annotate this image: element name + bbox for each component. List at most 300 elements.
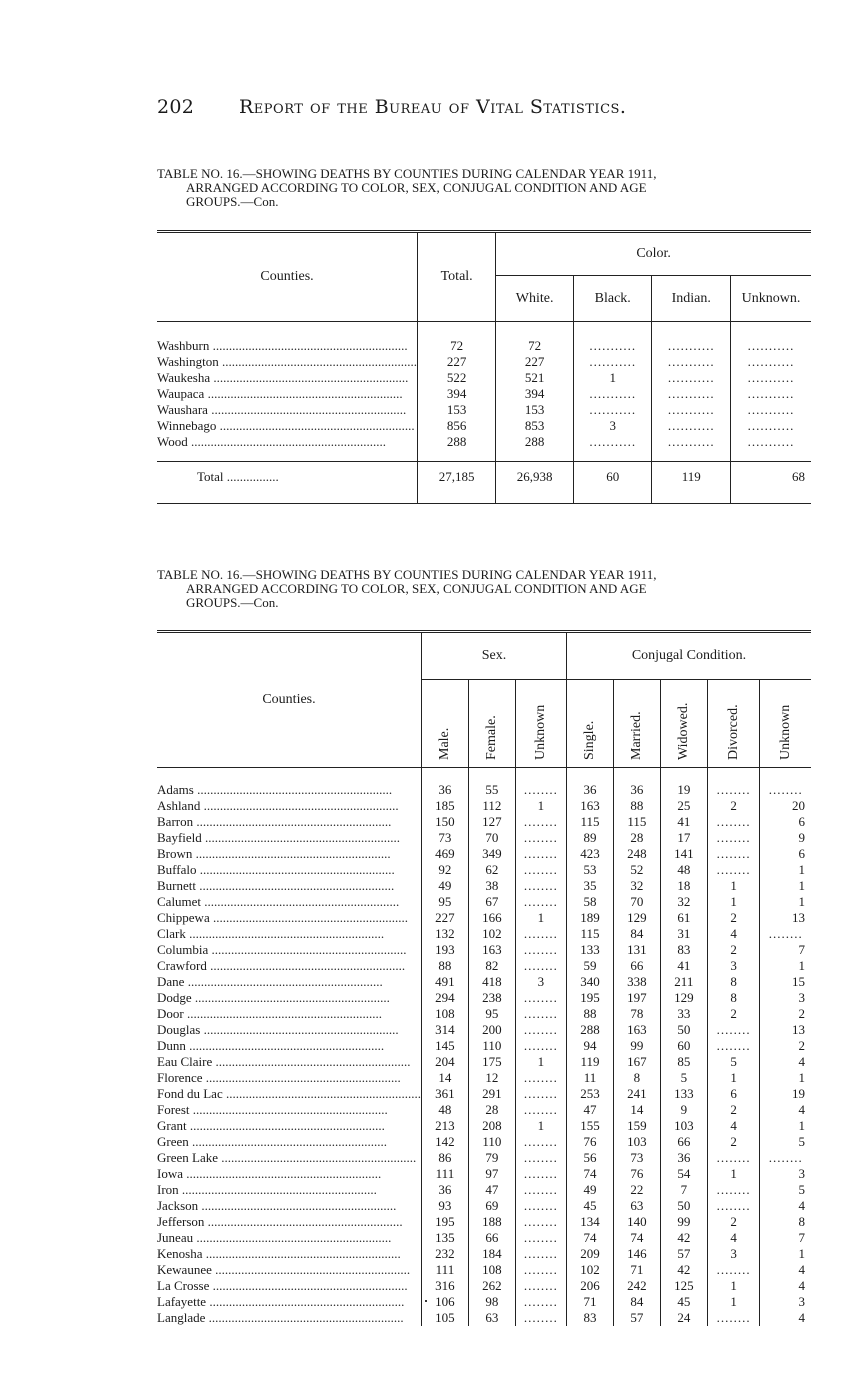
cell-white: 227 xyxy=(496,354,574,370)
cell-male: 36 xyxy=(421,1182,468,1198)
cell-single: 45 xyxy=(567,1198,614,1214)
cell-widowed: 33 xyxy=(660,1006,707,1022)
cell-empty-dots: ........... xyxy=(574,434,652,450)
cell-married: 32 xyxy=(613,878,660,894)
cell-married: 115 xyxy=(613,814,660,830)
cell-married: 84 xyxy=(613,926,660,942)
page-header xyxy=(157,96,817,118)
cell-divorced: 1 xyxy=(707,1278,760,1294)
table1-caption-line2: ARRANGED ACCORDING TO COLOR, SEX, CONJUGAL CONDITION AND AGE xyxy=(186,180,647,195)
cell-cond-unknown: 3 xyxy=(760,1166,811,1182)
cell-empty-dots: ........ xyxy=(515,1278,566,1294)
row-county: Green Lake ............................................................ xyxy=(157,1149,417,1165)
cell-single: 89 xyxy=(567,830,614,846)
cell-female: 69 xyxy=(468,1198,515,1214)
t2-header-sex-unknown: Unknown xyxy=(532,704,548,760)
cell-male: 108 xyxy=(421,1006,468,1022)
cell-single: 155 xyxy=(567,1118,614,1134)
cell-empty-dots: ........ xyxy=(515,1006,566,1022)
cell-cond-unknown: 1 xyxy=(760,958,811,974)
cell-married: 159 xyxy=(613,1118,660,1134)
cell-cond-unknown: 1 xyxy=(760,1118,811,1134)
table-row xyxy=(157,1230,811,1246)
cell-empty-dots: ........ xyxy=(515,1182,566,1198)
county-name: Langlade xyxy=(157,1309,206,1325)
cell-total: 856 xyxy=(418,418,496,434)
county-name: Fond du Lac xyxy=(157,1085,223,1101)
cell-empty-dots: ........ xyxy=(707,1310,760,1326)
cell-empty-dots: ........ xyxy=(515,1294,566,1310)
county-name: Clark xyxy=(157,925,186,941)
cell-divorced: 4 xyxy=(707,1230,760,1246)
county-name: Door xyxy=(157,1005,184,1021)
cell-empty-dots: ........... xyxy=(730,354,811,370)
cell-divorced: 8 xyxy=(707,974,760,990)
cell-divorced: 4 xyxy=(707,1118,760,1134)
row-county: Dane ............................................................ xyxy=(157,973,383,989)
cell-empty-dots: ........ xyxy=(515,1246,566,1262)
cell-divorced: 6 xyxy=(707,1086,760,1102)
table-row xyxy=(157,354,811,370)
cell-male: 227 xyxy=(421,910,468,926)
cell-male: 88 xyxy=(421,958,468,974)
table-row xyxy=(157,942,811,958)
county-name: Douglas xyxy=(157,1021,201,1037)
cell-male: 73 xyxy=(421,830,468,846)
cell-male: 135 xyxy=(421,1230,468,1246)
county-name: Brown xyxy=(157,845,193,861)
cell-cond-unknown: 1 xyxy=(760,878,811,894)
cell-empty-dots: ........ xyxy=(515,1038,566,1054)
cell-divorced: 3 xyxy=(707,958,760,974)
table-row xyxy=(157,402,811,418)
table-row xyxy=(157,814,811,830)
cell-empty-dots: ........ xyxy=(760,1150,811,1166)
cell-empty-dots: ........ xyxy=(707,1198,760,1214)
cell-widowed: 54 xyxy=(660,1166,707,1182)
cell-married: 28 xyxy=(613,830,660,846)
county-name: Florence xyxy=(157,1069,203,1085)
cell-divorced: 5 xyxy=(707,1054,760,1070)
cell-empty-dots: ........ xyxy=(707,1022,760,1038)
county-name: Waukesha xyxy=(157,369,211,385)
cell-empty-dots: ........ xyxy=(515,1310,566,1326)
cell-female: 12 xyxy=(468,1070,515,1086)
cell-empty-dots: ........ xyxy=(515,1262,566,1278)
cell-empty-dots: ........ xyxy=(515,814,566,830)
t1-total-unknown: 68 xyxy=(730,462,811,492)
cell-widowed: 31 xyxy=(660,926,707,942)
table-row xyxy=(157,1182,811,1198)
cell-married: 52 xyxy=(613,862,660,878)
county-name: Iowa xyxy=(157,1165,183,1181)
cell-divorced: 2 xyxy=(707,910,760,926)
row-county: Florence ............................................................ xyxy=(157,1069,401,1085)
cell-single: 49 xyxy=(567,1182,614,1198)
row-county: Waushara ............................................................ xyxy=(157,401,407,417)
cell-empty-dots: ........ xyxy=(515,1022,566,1038)
cell-married: 241 xyxy=(613,1086,660,1102)
cell-married: 14 xyxy=(613,1102,660,1118)
row-county: Lafayette ............................................................ xyxy=(157,1293,405,1309)
cell-male: 195 xyxy=(421,1214,468,1230)
cell-female: 79 xyxy=(468,1150,515,1166)
cell-total: 72 xyxy=(418,338,496,354)
county-name: Lafayette xyxy=(157,1293,207,1309)
cell-divorced: 3 xyxy=(707,1246,760,1262)
cell-widowed: 41 xyxy=(660,814,707,830)
county-name: Grant xyxy=(157,1117,187,1133)
cell-empty-dots: ........ xyxy=(515,1214,566,1230)
cell-male: 86 xyxy=(421,1150,468,1166)
cell-widowed: 60 xyxy=(660,1038,707,1054)
county-name: Forest xyxy=(157,1101,190,1117)
cell-male: 232 xyxy=(421,1246,468,1262)
cell-total: 288 xyxy=(418,434,496,450)
table-row xyxy=(157,1038,811,1054)
cell-cond-unknown: 3 xyxy=(760,1294,811,1310)
row-county: Waukesha ............................................................ xyxy=(157,369,409,385)
cell-male: 361 xyxy=(421,1086,468,1102)
t2-header-female: Female. xyxy=(483,715,499,760)
cell-female: 82 xyxy=(468,958,515,974)
cell-married: 78 xyxy=(613,1006,660,1022)
cell-widowed: 103 xyxy=(660,1118,707,1134)
row-county: Jefferson ............................................................ xyxy=(157,1213,403,1229)
cell-divorced: 1 xyxy=(707,1166,760,1182)
cell-single: 189 xyxy=(567,910,614,926)
cell-empty-dots: ........ xyxy=(760,782,811,798)
row-county: Calumet ............................................................ xyxy=(157,893,400,909)
table-row xyxy=(157,1198,811,1214)
cell-male: 14 xyxy=(421,1070,468,1086)
cell-female: 110 xyxy=(468,1038,515,1054)
cell-female: 238 xyxy=(468,990,515,1006)
cell-male: 491 xyxy=(421,974,468,990)
cell-divorced: 2 xyxy=(707,942,760,958)
cell-male: 150 xyxy=(421,814,468,830)
cell-cond-unknown: 1 xyxy=(760,1070,811,1086)
county-name: La Crosse xyxy=(157,1277,210,1293)
cell-single: 71 xyxy=(567,1294,614,1310)
row-county: Douglas ............................................................ xyxy=(157,1021,399,1037)
cell-female: 291 xyxy=(468,1086,515,1102)
t2-header-widowed: Widowed. xyxy=(675,702,691,760)
table-row xyxy=(157,894,811,910)
cell-female: 112 xyxy=(468,798,515,814)
table2-caption-line2: ARRANGED ACCORDING TO COLOR, SEX, CONJUGAL CONDITION AND AGE xyxy=(186,581,647,596)
cell-total: 522 xyxy=(418,370,496,386)
county-name: Dane xyxy=(157,973,185,989)
table-row xyxy=(157,1262,811,1278)
cell-empty-dots: ........ xyxy=(515,942,566,958)
cell-married: 73 xyxy=(613,1150,660,1166)
cell-female: 97 xyxy=(468,1166,515,1182)
cell-empty-dots: ........... xyxy=(730,434,811,450)
cell-empty-dots: ........ xyxy=(707,1038,760,1054)
cell-total: 227 xyxy=(418,354,496,370)
county-name: Waupaca xyxy=(157,385,205,401)
cell-single: 53 xyxy=(567,862,614,878)
print-speck xyxy=(425,1300,427,1302)
row-county: Crawford ............................................................ xyxy=(157,957,406,973)
cell-married: 140 xyxy=(613,1214,660,1230)
cell-widowed: 41 xyxy=(660,958,707,974)
cell-empty-dots: ........ xyxy=(515,1070,566,1086)
cell-cond-unknown: 4 xyxy=(760,1198,811,1214)
cell-married: 248 xyxy=(613,846,660,862)
cell-widowed: 42 xyxy=(660,1230,707,1246)
cell-single: 206 xyxy=(567,1278,614,1294)
cell-male: 469 xyxy=(421,846,468,862)
county-name: Dunn xyxy=(157,1037,186,1053)
table2-sex-conjugal xyxy=(157,630,811,1326)
cell-single: 163 xyxy=(567,798,614,814)
t1-header-total: Total. xyxy=(418,232,496,322)
county-name: Winnebago xyxy=(157,417,217,433)
cell-empty-dots: ........... xyxy=(652,418,730,434)
cell-male: 314 xyxy=(421,1022,468,1038)
cell-empty-dots: ........ xyxy=(515,830,566,846)
table-row xyxy=(157,974,811,990)
county-name: Green xyxy=(157,1133,189,1149)
cell-cond-unknown: 5 xyxy=(760,1134,811,1150)
cell-widowed: 9 xyxy=(660,1102,707,1118)
cell-empty-dots: ........... xyxy=(730,402,811,418)
t2-header-sex: Sex. xyxy=(421,632,566,680)
cell-empty-dots: ........ xyxy=(707,1262,760,1278)
row-county: Jackson ............................................................ xyxy=(157,1197,397,1213)
cell-married: 338 xyxy=(613,974,660,990)
cell-white: 394 xyxy=(496,386,574,402)
cell-divorced: 4 xyxy=(707,926,760,942)
cell-empty-dots: ........... xyxy=(652,434,730,450)
row-county: Door ............................................................ xyxy=(157,1005,382,1021)
cell-widowed: 99 xyxy=(660,1214,707,1230)
cell-empty-dots: ........ xyxy=(707,846,760,862)
cell-sex-unknown: 1 xyxy=(515,910,566,926)
cell-female: 208 xyxy=(468,1118,515,1134)
cell-empty-dots: ........ xyxy=(515,1166,566,1182)
county-name: Barron xyxy=(157,813,194,829)
cell-single: 74 xyxy=(567,1230,614,1246)
cell-female: 98 xyxy=(468,1294,515,1310)
cell-black: 1 xyxy=(574,370,652,386)
row-county: Winnebago ............................................................ xyxy=(157,417,415,433)
table2-caption xyxy=(157,568,811,610)
t1-total-total: 27,185 xyxy=(418,462,496,492)
row-county: Fond du Lac ............................................................ xyxy=(157,1085,421,1101)
county-name: Washington xyxy=(157,353,219,369)
t2-body xyxy=(157,768,811,1326)
cell-widowed: 141 xyxy=(660,846,707,862)
cell-empty-dots: ........ xyxy=(760,926,811,942)
cell-single: 47 xyxy=(567,1102,614,1118)
row-county: Ashland ............................................................ xyxy=(157,797,399,813)
cell-married: 70 xyxy=(613,894,660,910)
cell-female: 38 xyxy=(468,878,515,894)
cell-empty-dots: ........... xyxy=(652,402,730,418)
cell-married: 131 xyxy=(613,942,660,958)
table-row xyxy=(157,1086,811,1102)
row-county: Iowa ............................................................ xyxy=(157,1165,382,1181)
t1-total-indian: 119 xyxy=(652,462,730,492)
cell-male: 105 xyxy=(421,1310,468,1326)
cell-male: 95 xyxy=(421,894,468,910)
cell-single: 36 xyxy=(567,782,614,798)
cell-cond-unknown: 4 xyxy=(760,1310,811,1326)
cell-single: 340 xyxy=(567,974,614,990)
cell-female: 70 xyxy=(468,830,515,846)
row-county: Clark ............................................................ xyxy=(157,925,385,941)
cell-sex-unknown: 3 xyxy=(515,974,566,990)
row-county: Waupaca ............................................................ xyxy=(157,385,403,401)
cell-cond-unknown: 3 xyxy=(760,990,811,1006)
t1-body xyxy=(157,322,811,450)
table1-color xyxy=(157,230,811,504)
cell-female: 163 xyxy=(468,942,515,958)
cell-male: 193 xyxy=(421,942,468,958)
table-row xyxy=(157,1022,811,1038)
cell-empty-dots: ........ xyxy=(707,830,760,846)
page-number: 202 xyxy=(157,96,195,118)
cell-single: 88 xyxy=(567,1006,614,1022)
cell-cond-unknown: 4 xyxy=(760,1278,811,1294)
t1-total-black: 60 xyxy=(574,462,652,492)
cell-single: 134 xyxy=(567,1214,614,1230)
table-row xyxy=(157,1054,811,1070)
cell-male: 92 xyxy=(421,862,468,878)
t1-total-label: Total xyxy=(197,468,224,484)
cell-widowed: 32 xyxy=(660,894,707,910)
cell-single: 423 xyxy=(567,846,614,862)
table-row xyxy=(157,1102,811,1118)
cell-divorced: 2 xyxy=(707,1214,760,1230)
cell-widowed: 45 xyxy=(660,1294,707,1310)
table1-caption-line1: TABLE NO. 16.—SHOWING DEATHS BY COUNTIES DURING CALENDAR YEAR 1911, xyxy=(157,166,657,181)
county-name: Buffalo xyxy=(157,861,197,877)
row-county: Barron ............................................................ xyxy=(157,813,392,829)
cell-cond-unknown: 4 xyxy=(760,1102,811,1118)
cell-female: 175 xyxy=(468,1054,515,1070)
county-name: Calumet xyxy=(157,893,202,909)
cell-empty-dots: ........ xyxy=(515,1086,566,1102)
table-row xyxy=(157,1278,811,1294)
cell-female: 184 xyxy=(468,1246,515,1262)
cell-divorced: 1 xyxy=(707,1294,760,1310)
cell-cond-unknown: 7 xyxy=(760,1230,811,1246)
cell-empty-dots: ........... xyxy=(730,370,811,386)
cell-widowed: 61 xyxy=(660,910,707,926)
cell-sex-unknown: 1 xyxy=(515,1054,566,1070)
county-name: Green Lake xyxy=(157,1149,218,1165)
cell-married: 8 xyxy=(613,1070,660,1086)
t1-header-white: White. xyxy=(496,276,574,322)
cell-divorced: 2 xyxy=(707,1134,760,1150)
row-county: Kenosha ............................................................ xyxy=(157,1245,401,1261)
row-county: Green ............................................................ xyxy=(157,1133,388,1149)
t2-header-counties: Counties. xyxy=(157,632,421,768)
cell-widowed: 36 xyxy=(660,1150,707,1166)
table1-caption xyxy=(157,167,811,209)
row-county: Washington ............................................................ xyxy=(157,353,418,369)
row-county: Kewaunee ............................................................ xyxy=(157,1261,411,1277)
cell-female: 67 xyxy=(468,894,515,910)
cell-widowed: 48 xyxy=(660,862,707,878)
cell-white: 153 xyxy=(496,402,574,418)
row-county: Langlade ............................................................ xyxy=(157,1309,404,1325)
cell-widowed: 125 xyxy=(660,1278,707,1294)
cell-married: 146 xyxy=(613,1246,660,1262)
cell-divorced: 2 xyxy=(707,798,760,814)
county-name: Iron xyxy=(157,1181,179,1197)
cell-empty-dots: ........... xyxy=(730,386,811,402)
cell-cond-unknown: 9 xyxy=(760,830,811,846)
cell-single: 83 xyxy=(567,1310,614,1326)
county-name: Crawford xyxy=(157,957,207,973)
cell-cond-unknown: 6 xyxy=(760,814,811,830)
cell-female: 95 xyxy=(468,1006,515,1022)
cell-male: 132 xyxy=(421,926,468,942)
cell-widowed: 5 xyxy=(660,1070,707,1086)
cell-empty-dots: ........ xyxy=(515,1102,566,1118)
cell-cond-unknown: 15 xyxy=(760,974,811,990)
table-row xyxy=(157,418,811,434)
cell-widowed: 18 xyxy=(660,878,707,894)
cell-single: 35 xyxy=(567,878,614,894)
cell-empty-dots: ........... xyxy=(574,354,652,370)
table-row xyxy=(157,386,811,402)
cell-cond-unknown: 1 xyxy=(760,1246,811,1262)
county-name: Dodge xyxy=(157,989,192,1005)
cell-widowed: 129 xyxy=(660,990,707,1006)
t2-header-married: Married. xyxy=(628,711,644,760)
row-county: Forest ............................................................ xyxy=(157,1101,388,1117)
cell-male: 294 xyxy=(421,990,468,1006)
cell-married: 63 xyxy=(613,1198,660,1214)
county-name: Eau Claire xyxy=(157,1053,213,1069)
cell-married: 99 xyxy=(613,1038,660,1054)
t1-header-counties: Counties. xyxy=(157,232,418,322)
cell-widowed: 57 xyxy=(660,1246,707,1262)
county-name: Bayfield xyxy=(157,829,202,845)
cell-empty-dots: ........ xyxy=(515,1134,566,1150)
table-row xyxy=(157,926,811,942)
table-row xyxy=(157,782,811,798)
cell-married: 242 xyxy=(613,1278,660,1294)
cell-cond-unknown: 13 xyxy=(760,1022,811,1038)
cell-married: 76 xyxy=(613,1166,660,1182)
cell-male: 213 xyxy=(421,1118,468,1134)
row-county: Bayfield ............................................................ xyxy=(157,829,401,845)
cell-white: 853 xyxy=(496,418,574,434)
cell-empty-dots: ........... xyxy=(652,370,730,386)
cell-male: 111 xyxy=(421,1166,468,1182)
cell-female: 127 xyxy=(468,814,515,830)
cell-divorced: 2 xyxy=(707,1102,760,1118)
cell-married: 167 xyxy=(613,1054,660,1070)
cell-white: 72 xyxy=(496,338,574,354)
cell-empty-dots: ........ xyxy=(707,1182,760,1198)
cell-widowed: 25 xyxy=(660,798,707,814)
t1-header-indian: Indian. xyxy=(652,276,730,322)
table-row xyxy=(157,958,811,974)
table2-caption-line1: TABLE NO. 16.—SHOWING DEATHS BY COUNTIES DURING CALENDAR YEAR 1911, xyxy=(157,567,657,582)
cell-male: 48 xyxy=(421,1102,468,1118)
t1-total-row: Total ................ 27,185 26,938 60 119 68 xyxy=(157,462,811,492)
cell-divorced: 1 xyxy=(707,878,760,894)
cell-single: 58 xyxy=(567,894,614,910)
